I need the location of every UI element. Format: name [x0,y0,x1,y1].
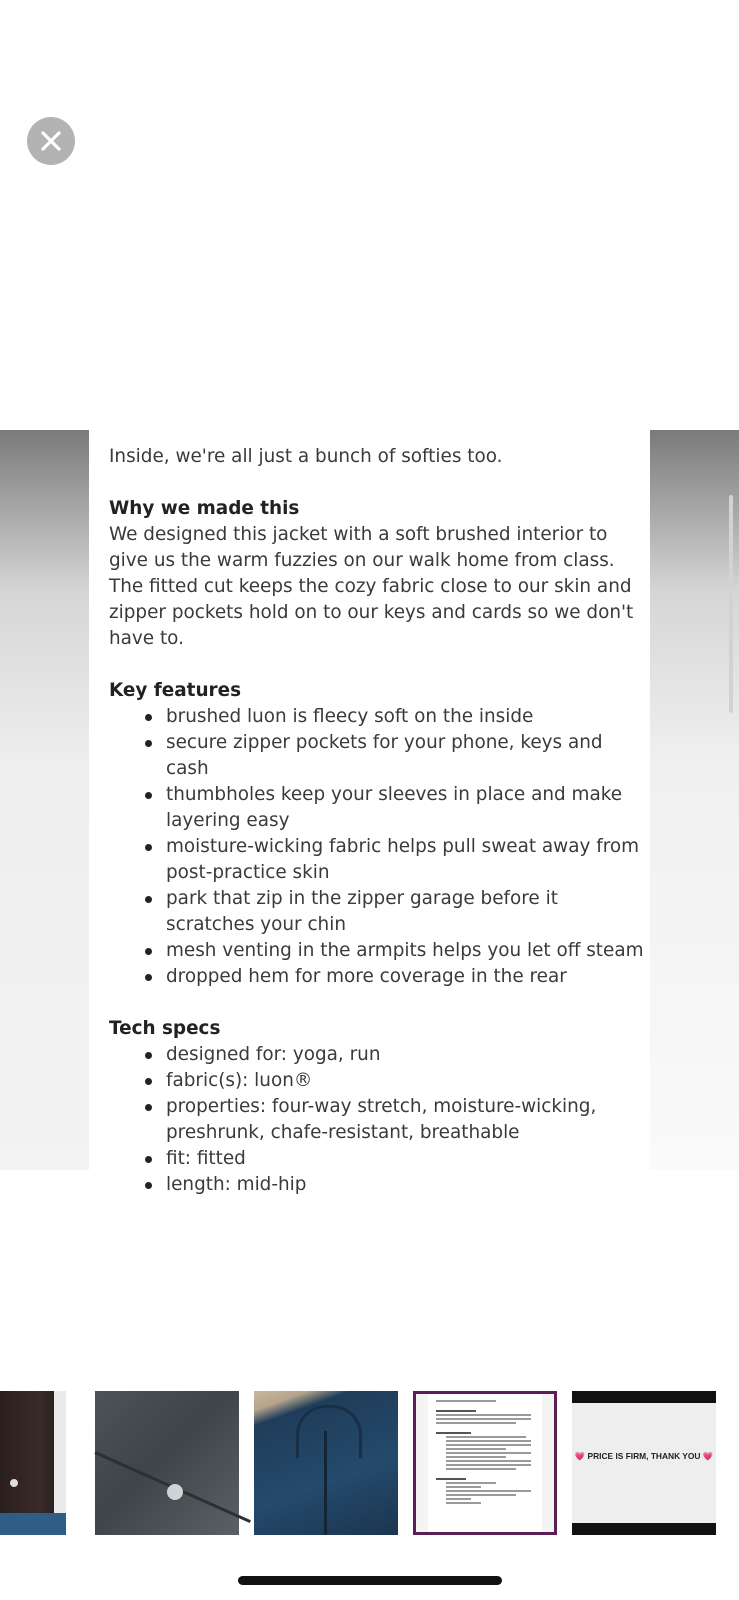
spec-item: designed for: yoga, run [166,1042,644,1068]
price-firm-text: PRICE IS FIRM, THANK YOU [587,1451,701,1461]
heart-icon: 💗 [574,1451,586,1461]
product-description-image [89,430,650,1195]
feature-item: thumbholes keep your sleeves in place and make layering easy [166,782,644,834]
viewer-left-edge [0,430,89,1170]
feature-item: dropped hem for more coverage in the rear [166,964,644,990]
viewer-right-edge [650,430,739,1170]
brand-logo-icon [10,1479,18,1487]
thumbnail-2[interactable] [95,1391,239,1535]
heart-icon: 💗 [702,1451,714,1461]
specs-list [109,1042,644,1198]
price-firm-banner [572,1451,716,1462]
why-heading: Why we made this [109,498,300,519]
feature-item: moisture-wicking fabric helps pull sweat away from post-practice skin [166,834,644,886]
spec-item: properties: four-way stretch, moisture-wicking, preshrunk, chafe-resistant, breathable [166,1094,644,1146]
thumbnail-1[interactable] [0,1391,66,1535]
features-list [109,704,644,990]
feature-item: secure zipper pockets for your phone, keys and cash [166,730,644,782]
thumbnail-4-selected[interactable] [413,1391,557,1535]
features-heading: Key features [109,680,242,701]
thumbnail-5[interactable] [572,1391,716,1535]
feature-item: brushed luon is fleecy soft on the inside [166,704,644,730]
thumbnail-3[interactable] [254,1391,398,1535]
why-body: We designed this jacket with a soft brushed interior to give us the warm fuzzies on our walk home from class. The fitted cut keeps the cozy fabric close to our skin and zipper pockets hold on to our keys and cards so we don't have to. [109,524,634,649]
feature-item: park that zip in the zipper garage before it scratches your chin [166,886,644,938]
spec-item: fit: fitted [166,1146,644,1172]
description-text [109,444,644,1198]
brand-logo-icon [167,1484,183,1500]
home-indicator[interactable] [238,1576,502,1585]
specs-heading: Tech specs [109,1018,221,1039]
spec-item: fabric(s): luon® [166,1068,644,1094]
document-scrollbar [729,495,733,713]
feature-item: mesh venting in the armpits helps you let off steam [166,938,644,964]
intro-text: Inside, we're all just a bunch of softies too. [109,446,503,467]
close-button[interactable] [27,117,75,165]
close-icon [40,130,62,152]
spec-item: length: mid-hip [166,1172,644,1198]
image-viewer[interactable] [0,430,739,1195]
